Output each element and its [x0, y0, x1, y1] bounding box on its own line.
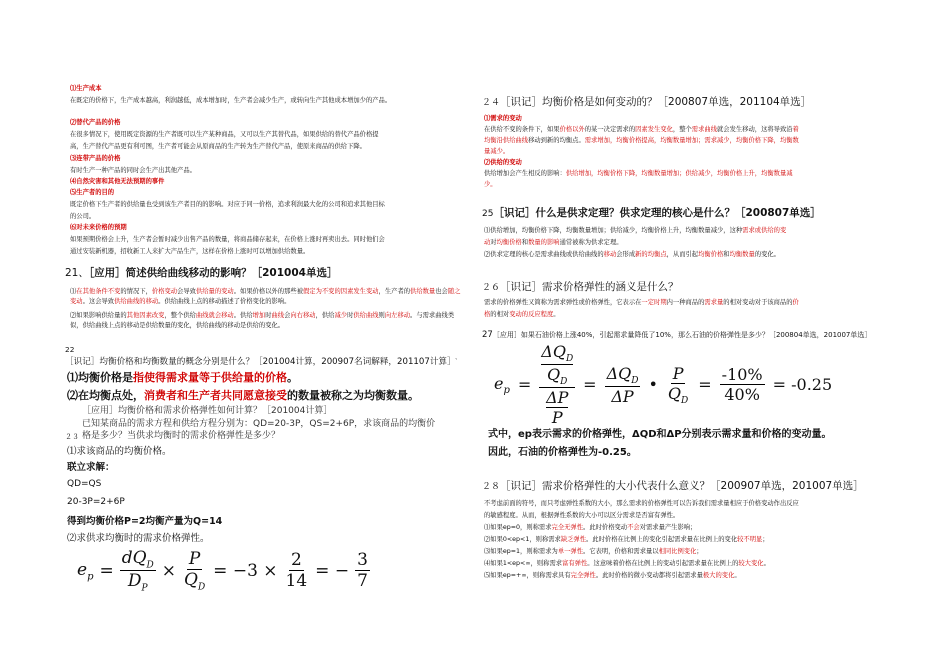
q28-title: ［识记］需求价格弹性的大小代表什么意义？［200907单选，201007单选］ [500, 480, 864, 492]
q23-result: 得到均衡价格P=2均衡产量为Q=14 [67, 516, 223, 527]
q23-eq-1: QD=QS [67, 479, 102, 489]
q24-text-4: 供给增加会产生相反的影响：供给增加，均衡价格下降，均衡数量增加；供给减少，均衡价格上升，均衡数量减 [484, 170, 793, 177]
q23-step-1: ⑴求该商品的均衡价格。 [67, 446, 172, 457]
q28-item-3: ⑶如果ep=1，则称需求为单一弹性。它表明，价格和需求量以相同比例变化； [484, 548, 703, 555]
q26-title: ［识记］需求价格弹性的涵义是什么？ [500, 281, 679, 293]
q24-sub-2: ⑵供给的变动 [484, 159, 522, 166]
s5-title: ⑸生产者的目的 [70, 189, 115, 196]
s6-text-2: 通过安装新机器，招收新工人来扩大产品生产，这样在价格上涨时可以增加供给数量。 [70, 248, 310, 255]
q27-title: ［应用］如果石油价格上涨40%，引起需求量降低了10%，那么石油的价格弹性是多少？［200804单选，201007单选］ [492, 331, 872, 339]
q27-explain-1: 式中，ep表示需求的价格弹性，ΔQD和ΔP分别表示需求量和价格的变动量。 [488, 429, 832, 440]
q23-formula-frac-1: $\frac{dQ_D}{D_P}$ [121, 548, 154, 594]
q23-title: ［应用］均衡价格和需求价格弹性如何计算？［201004计算］ [82, 406, 333, 416]
q24-title: ［识记］均衡价格是如何变动的？［200807单选，201104单选］ [500, 96, 812, 108]
s4-title: ⑷自然灾害和其他无法预期的事件 [70, 178, 165, 185]
s2-text-1: 在很多情况下，使用既定资源的生产者既可以生产某种商品，又可以生产其替代品，如果供给的替代产品价格提 [70, 131, 379, 138]
q28-item-4: ⑷如果1<ep<∞，则称需求富有弹性。这意味着价格在比例上的变动引起需求量在比例上的较大变化。 [484, 560, 770, 567]
q25-text-1: ⑴供给增加，均衡价格下降，均衡数量增加；供给减少，均衡价格上升，均衡数量减少，这种需求或供给的变 [484, 227, 787, 234]
q23-number: ２３ [65, 433, 79, 441]
q21-title: ［应用］简述供给曲线移动的影响？［201004单选］ [88, 267, 338, 279]
q27-formula-frac-2: $\frac{\Delta Q_D}{\Delta P}$ [606, 363, 639, 406]
q23-formula-frac-4: $\frac{3}{7}$ [357, 550, 368, 592]
q26-heading: ２６［识记］需求价格弹性的涵义是什么？ [482, 281, 679, 293]
q27-formula-ep: $e_p$ [494, 373, 510, 396]
q22-title: ［识记］均衡价格和均衡数量的概念分别是什么？［201004计算，200907名词解释，201107计算］ [65, 357, 456, 367]
q25-text-3: ⑵供求定理的核心是需求曲线或供给曲线的移动会形成新的均衡点，从而引起均衡价格和均衡数量的变化。 [484, 251, 780, 258]
s3-title: ⑶连带产品的价格 [70, 155, 121, 162]
q23-formula: $e_p$ = $\frac{dQ_D}{D_P}$ × $\frac{P}{Q_D}$ = −3 × $\frac{2}{14}$ = − $\frac{3}{7}$ [77, 548, 368, 594]
q23-formula-ep: $e_p$ [77, 559, 94, 583]
s6-text-1: 如果预期价格会上升，生产者会暂时减少出售产品的数量，将商品储存起来，在价格上涨时再卖出去。同时他们会 [70, 236, 385, 243]
q23-eq-2: 20-3P=2+6P [67, 497, 125, 507]
q21-para-2: ⑵如果影响供给量的其他因素改变，整个供给曲线就会移动。供给增加时曲线会向右移动，供给减少时供给曲线则向左移动。与需求曲线类似，供给曲线上点的移动是供给数量的变化，供给曲线的移动是供给的变化。 [70, 312, 455, 330]
q28-text-1: 不考虑前面的符号，而只考虑弹性系数的大小，那么需求的价格弹性可以告诉我们需求量相应于价格变动作出反应 [484, 500, 799, 507]
q28-item-2: ⑵如果0<ep<1，则称需求缺乏弹性。此时价格在比例上的变化引起需求量在比例上的变化较不明显； [484, 536, 769, 543]
q28-text-2: 的敏感程度。从而，根据弹性系数的大小可以区分需求是否富有弹性。 [484, 512, 680, 519]
q28-item-5: ⑸如果ep=+∞，则称需求具有完全弹性。此时价格的微小变动都将引起需求量极大的变化。 [484, 572, 741, 579]
s1-text: 在既定的价格下，生产成本越高，利润越低，成本增加时，生产者会减少生产，或转向生产其他成本增加少的产品。 [70, 97, 392, 104]
q27-formula-frac-3: $\frac{P}{Q_D}$ [667, 363, 689, 406]
q27-heading: 27［应用］如果石油价格上涨40%，引起需求量降低了10%，那么石油的价格弹性是多少？［200804单选，201007单选］ [482, 330, 872, 340]
q27-formula: $e_p$ = $\Delta Q_D$ $Q_D$ ΔP P = $\frac{\Delta Q_D}{\Delta P}$ • $\frac{P}{Q_D}$ = $\frac{-10\%}{40\%}$ = -0.25 [494, 342, 833, 428]
q27-explain-2: 因此，石油的价格弹性为-0.25。 [488, 447, 637, 458]
q25-text-2: 动对均衡价格和数量的影响通常被称为供求定理。 [484, 239, 623, 246]
q25-title: ［识记］什么是供求定理？供求定理的核心是什么？［200807单选］ [493, 207, 821, 219]
q24-text-1: 在供给不变的条件下，如果价格以外的某一决定需求的因素发生变化，整个需求曲线就会发生移动，这将导致沿着 [484, 126, 799, 133]
q23-given: 已知某商品的需求方程和供给方程分别为：QD=20-3P，QS=2+6P，求该商品的均衡价 [82, 419, 436, 429]
q24-sub-1: ⑴需求的变动 [484, 115, 522, 122]
s1-title: ⑴生产成本 [70, 85, 102, 92]
q24-text-2: 均衡沿供给曲线移动到新的均衡点。需求增加，均衡价格提高，均衡数量增加；需求减少，均衡价格下降，均衡数 [484, 137, 799, 144]
separator-mark: 、 [455, 354, 462, 361]
q23-lianli: 联立求解： [67, 462, 115, 473]
q27-formula-bigfrac: $\Delta Q_D$ $Q_D$ ΔP P [541, 342, 574, 428]
s6-title: ⑹对未来价格的预期 [70, 224, 127, 231]
q28-heading: ２８［识记］需求价格弹性的大小代表什么意义？［200907单选，201007单选］ [482, 480, 864, 492]
q23-formula-frac-3: $\frac{2}{14}$ [285, 550, 308, 592]
q23-given-2: 格是多少？当供求均衡时的需求价格弹性是多少？ [82, 431, 281, 441]
s5-text-2: 的公司。 [70, 213, 96, 220]
q21-number: 21、 [65, 267, 89, 279]
q24-text-5: 少。 [484, 181, 497, 188]
s2-title: ⑵替代产品的价格 [70, 119, 121, 126]
s3-text: 有时生产一种产品的同时会生产出其他产品。 [70, 167, 196, 174]
q24-text-3: 量减少。 [484, 148, 510, 155]
q22-def-1: ⑴均衡价格是指使得需求量等于供给量的价格。 [67, 371, 298, 384]
q23-step-2: ⑵求供求均衡时的需求价格弹性。 [67, 533, 210, 544]
q21-heading [65, 266, 337, 280]
q22-def-2: ⑵在均衡点处，消费者和生产者共同愿意接受的数量被称之为均衡数量。 [67, 389, 419, 402]
q26-text-2: 格的相对变动的反应程度。 [484, 311, 560, 318]
s5-text-1: 既定价格下生产者的供给量也受到该生产者目的的影响。对应于同一价格，追求利润最大化的公司和追求其他目标 [70, 201, 385, 208]
s2-text-2: 高，生产替代产品更有利可图，生产者可能会从原商品的生产转为生产替代产品，使原来商品的供给下降。 [70, 143, 366, 150]
q22-number: 22 [65, 345, 75, 354]
q26-text-1: 需求的价格弹性又简称为需求弹性或价格弹性，它表示在一定时期内一种商品的需求量的相对变动对于该商品的价 [484, 299, 799, 306]
q24-heading: ２４［识记］均衡价格是如何变动的？［200807单选，201104单选］ [482, 96, 812, 108]
q28-item-1: ⑴如果ep=0，则称需求完全无弹性。此时价格变动不会对需求量产生影响； [484, 524, 697, 531]
q27-formula-frac-4: $\frac{-10\%}{40\%}$ [721, 365, 763, 405]
q23-formula-frac-2: $\frac{P}{Q_D}$ [184, 549, 206, 593]
q25-heading: 25［识记］什么是供求定理？供求定理的核心是什么？［200807单选］ [482, 207, 821, 219]
q21-para-1: ⑴在其他条件不变的情况下，价格变动会导致供给量的变动。如果价格以外的那些被假定为不变的因素发生变动，生产者的供给数量也会随之变动。这会导致供给曲线的移动。供给曲线上点的移动描述了价格变化的影响。 [70, 288, 461, 306]
